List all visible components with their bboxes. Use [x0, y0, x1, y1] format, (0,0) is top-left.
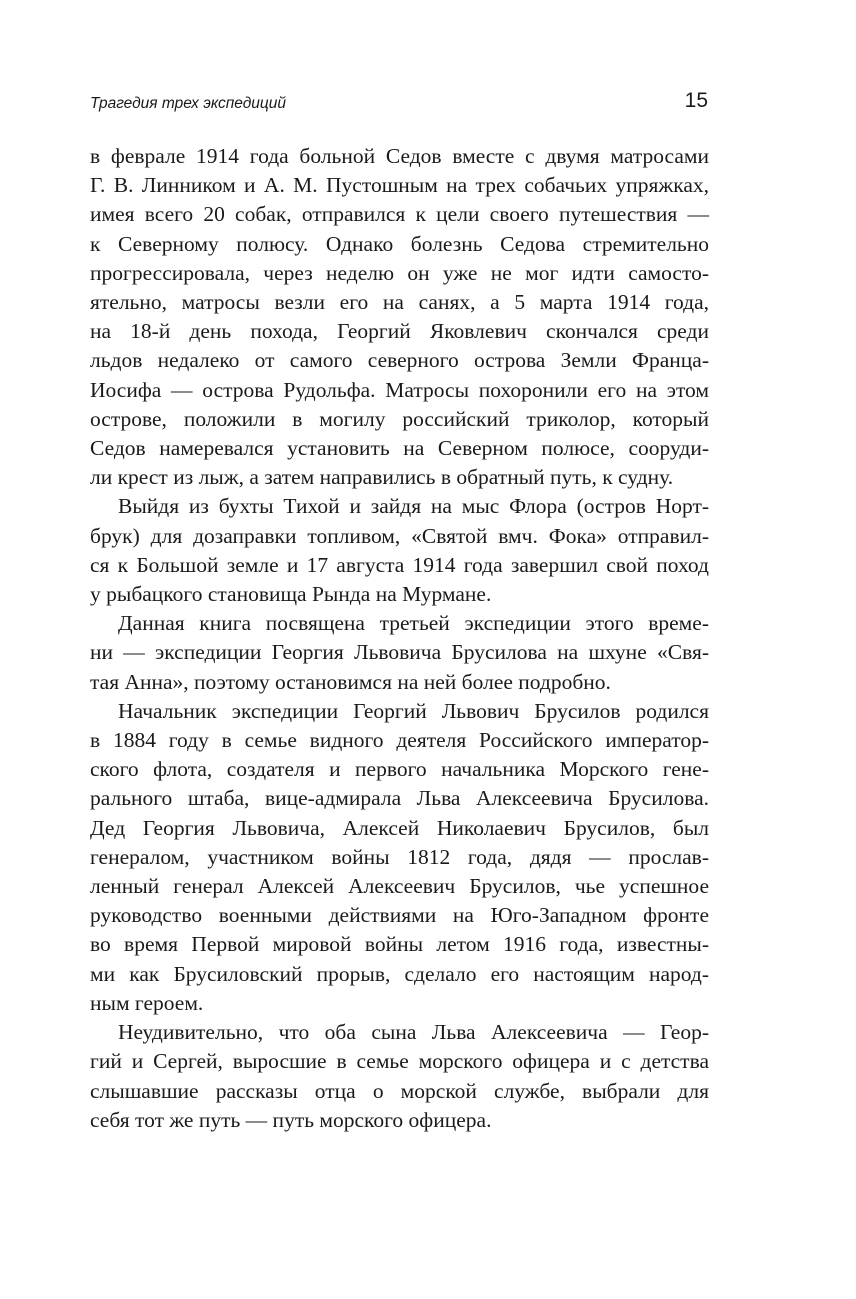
text-line: прогрессировала, через неделю он уже не мог идти самосто- — [90, 260, 709, 285]
text-line: Неудивительно, что оба сына Льва Алексеевича — Геор- — [118, 1020, 709, 1045]
page-number: 15 — [684, 89, 708, 112]
text-line: Г. В. Линником и А. М. Пустошным на трех собачьих упряжках, — [90, 173, 709, 198]
text-line: в 1884 году в семье видного деятеля Российского император- — [90, 728, 709, 753]
text-line: имея всего 20 собак, отправился к цели своего путешествия — — [90, 202, 709, 227]
text-line: слышавшие рассказы отца о морской службе, выбрали для — [90, 1078, 709, 1103]
text-line: на 18-й день похода, Георгий Яковлевич скончался среди — [90, 319, 709, 344]
text-line: ми как Брусиловский прорыв, сделало его настоящим народ- — [90, 961, 709, 986]
text-line: себя тот же путь — путь морского офицера. — [90, 1107, 492, 1132]
text-line: ни — экспедиции Георгия Львовича Брусилова на шхуне «Свя- — [90, 640, 709, 665]
text-line: Седов намеревался установить на Северном полюсе, сооруди- — [90, 436, 709, 461]
text-line: ли крест из лыж, а затем направились в обратный путь, к судну. — [90, 465, 674, 490]
text-line: острове, положили в могилу российский триколор, который — [90, 406, 709, 431]
paragraph — [90, 609, 709, 697]
text-line: Выйдя из бухты Тихой и зайдя на мыс Флора (остров Норт- — [118, 494, 709, 519]
text-line: Данная книга посвящена третьей экспедиции этого време- — [118, 611, 709, 636]
text-line: льдов недалеко от самого северного острова Земли Франца- — [90, 348, 709, 373]
body-text — [90, 142, 709, 1135]
text-line: генералом, участником войны 1812 года, дядя — прослав- — [90, 844, 709, 869]
text-line: к Северному полюсу. Однако болезнь Седова стремительно — [90, 231, 709, 256]
running-title: Трагедия трех экспедиций — [90, 95, 287, 112]
text-line: ленный генерал Алексей Алексеевич Брусилов, чье успешное — [90, 874, 709, 899]
text-line: Начальник экспедиции Георгий Львович Брусилов родился — [118, 698, 709, 723]
paragraph — [90, 697, 709, 1018]
text-line: Дед Георгия Львовича, Алексей Николаевич Брусилов, был — [90, 815, 709, 840]
paragraph — [90, 1018, 709, 1135]
text-line: в феврале 1914 года больной Седов вместе с двумя матросами — [90, 144, 709, 168]
text-line: ным героем. — [90, 990, 204, 1015]
text-line: рального штаба, вице-адмирала Льва Алексеевича Брусилова. — [90, 786, 709, 811]
text-line: у рыбацкого становища Рында на Мурмане. — [90, 582, 492, 607]
paragraph — [90, 142, 709, 492]
text-line: ятельно, матросы везли его на санях, а 5 марта 1914 года, — [90, 290, 709, 315]
text-line: ского флота, создателя и первого начальника Морского гене- — [90, 757, 709, 782]
text-line: гий и Сергей, выросшие в семье морского офицера и с детства — [90, 1049, 709, 1074]
paragraph — [90, 492, 709, 609]
text-line: во время Первой мировой войны летом 1916 года, известны- — [90, 932, 709, 957]
text-line: брук) для дозаправки топливом, «Святой вмч. Фока» отправил- — [90, 523, 709, 548]
text-line: ся к Большой земле и 17 августа 1914 года завершил свой поход — [90, 552, 709, 577]
text-line: тая Анна», поэтому остановимся на ней более подробно. — [90, 669, 611, 694]
text-line: руководство военными действиями на Юго-Западном фронте — [90, 903, 709, 928]
text-line: Иосифа — острова Рудольфа. Матросы похоронили его на этом — [90, 377, 709, 402]
